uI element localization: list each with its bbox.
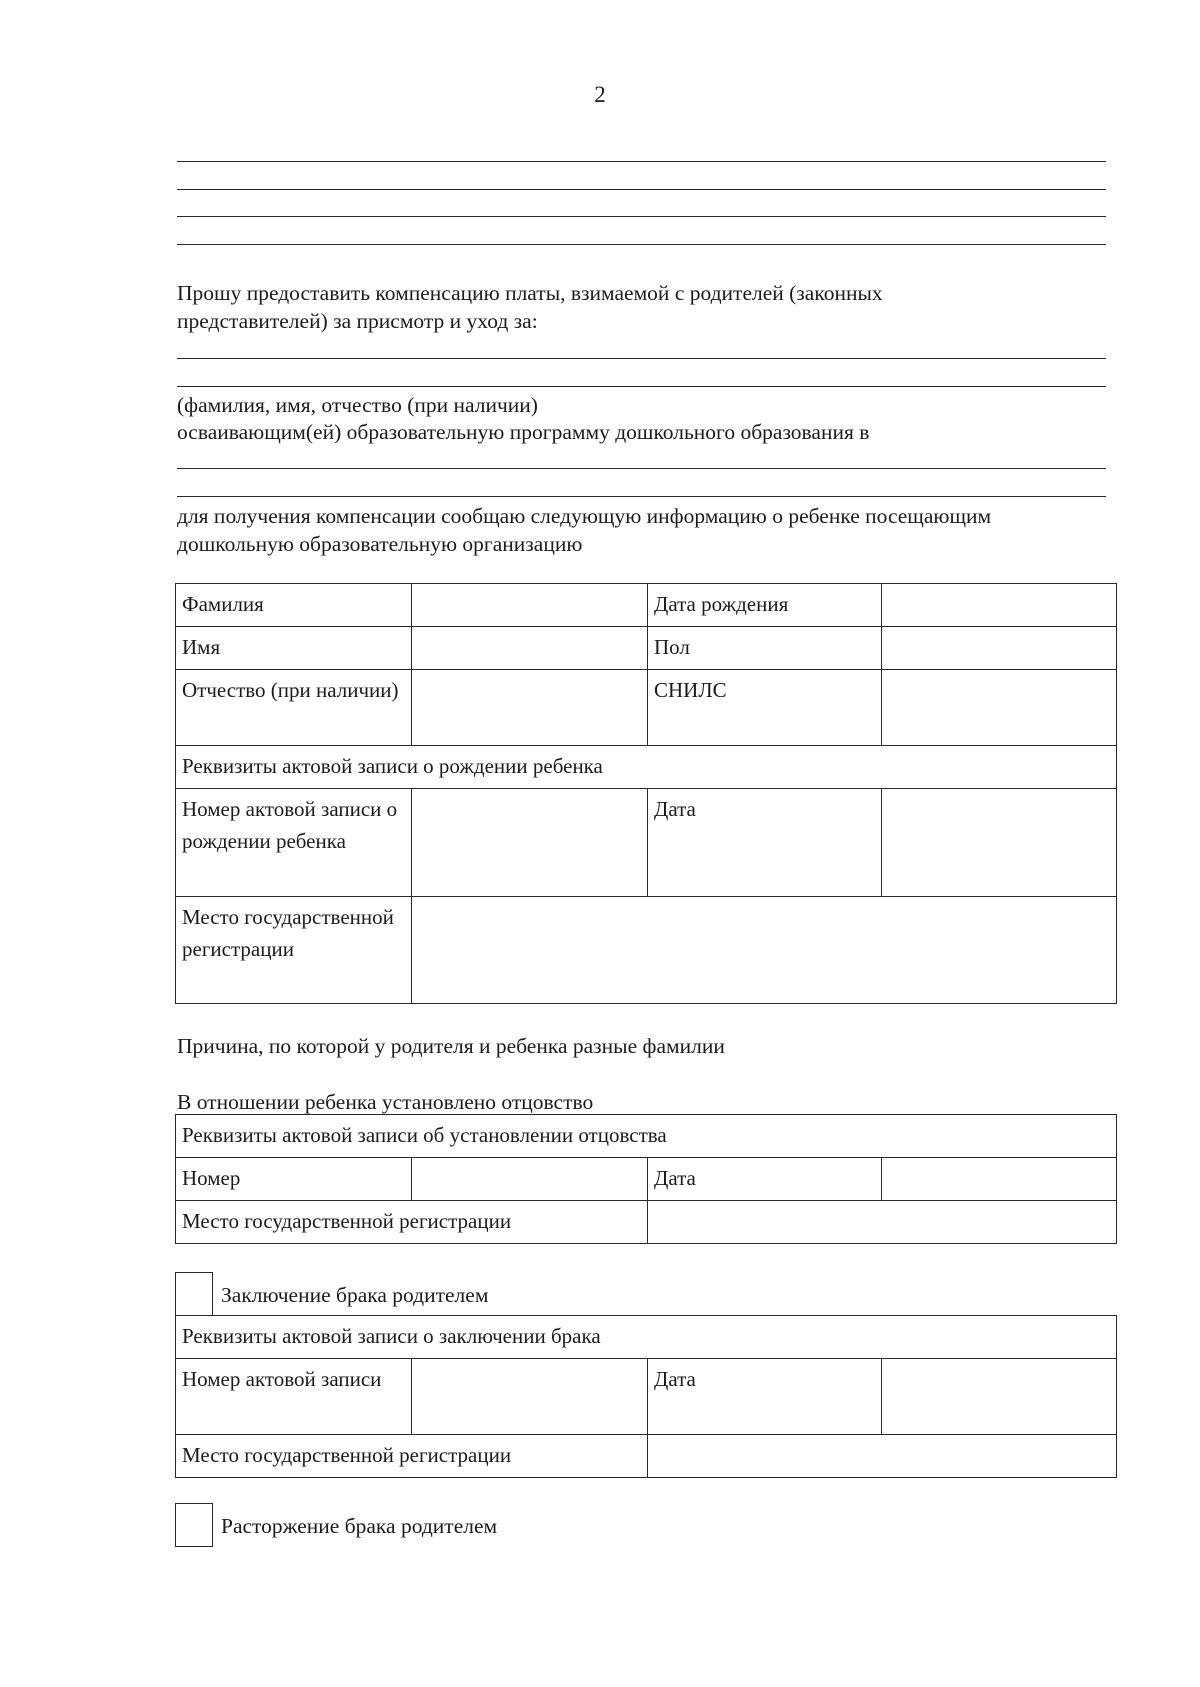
registration-place-value[interactable]: [412, 897, 1117, 1004]
blank-line[interactable]: [177, 244, 1106, 245]
surname-label: Фамилия: [176, 584, 412, 627]
snils-value[interactable]: [882, 670, 1117, 746]
page-number: 2: [594, 82, 606, 107]
child-name-line[interactable]: [177, 358, 1106, 359]
paternity-place-label: Место государственной регистрации: [176, 1201, 648, 1244]
registration-place-label: Место государственной регистрации: [176, 897, 412, 1004]
birth-record-number-label: Номер актовой записи о рождении ребенка: [176, 789, 412, 897]
sex-label: Пол: [648, 627, 882, 670]
child-info-table: [175, 583, 1117, 1004]
divorce-checkbox-label: Расторжение брака родителем: [221, 1514, 498, 1538]
marriage-checkbox[interactable]: [175, 1272, 213, 1316]
marriage-number-value[interactable]: [412, 1359, 648, 1435]
info-intro-line2: дошкольную образовательную организацию: [177, 532, 583, 556]
paternity-date-label: Дата: [648, 1158, 882, 1201]
request-text-line2: представителей) за присмотр и уход за:: [177, 309, 538, 333]
child-name-line[interactable]: [177, 386, 1106, 387]
surname-value[interactable]: [412, 584, 648, 627]
marriage-place-label: Место государственной регистрации: [176, 1435, 648, 1478]
patronymic-label: Отчество (при наличии): [176, 670, 412, 746]
name-label: Имя: [176, 627, 412, 670]
blank-line[interactable]: [177, 189, 1106, 190]
marriage-place-value[interactable]: [648, 1435, 1117, 1478]
paternity-place-value[interactable]: [648, 1201, 1117, 1244]
birth-record-header: Реквизиты актовой записи о рождении ребенка: [176, 746, 1117, 789]
info-intro-line1: для получения компенсации сообщаю следующую информацию о ребенке посещающим: [177, 504, 992, 528]
birth-date-value[interactable]: [882, 584, 1117, 627]
marriage-date-value[interactable]: [882, 1359, 1117, 1435]
divorce-checkbox[interactable]: [175, 1503, 213, 1547]
program-text: осваивающим(ей) образовательную программу дошкольного образования в: [177, 420, 870, 444]
blank-line[interactable]: [177, 161, 1106, 162]
request-text-line1: Прошу предоставить компенсацию платы, взимаемой с родителей (законных: [177, 281, 883, 305]
birth-record-date-label: Дата: [648, 789, 882, 897]
organization-line[interactable]: [177, 496, 1106, 497]
paternity-number-value[interactable]: [412, 1158, 648, 1201]
marriage-number-label: Номер актовой записи: [176, 1359, 412, 1435]
marriage-checkbox-label: Заключение брака родителем: [221, 1283, 489, 1307]
name-value[interactable]: [412, 627, 648, 670]
birth-date-label: Дата рождения: [648, 584, 882, 627]
marriage-date-label: Дата: [648, 1359, 882, 1435]
birth-record-date-value[interactable]: [882, 789, 1117, 897]
paternity-intro: В отношении ребенка установлено отцовство: [177, 1090, 594, 1114]
blank-line[interactable]: [177, 216, 1106, 217]
organization-line[interactable]: [177, 468, 1106, 469]
patronymic-value[interactable]: [412, 670, 648, 746]
child-name-caption: (фамилия, имя, отчество (при наличии): [177, 393, 538, 417]
paternity-table: [175, 1114, 1117, 1244]
paternity-date-value[interactable]: [882, 1158, 1117, 1201]
marriage-table: [175, 1315, 1117, 1478]
paternity-header: Реквизиты актовой записи об установлении отцовства: [176, 1115, 1117, 1158]
birth-record-number-value[interactable]: [412, 789, 648, 897]
snils-label: СНИЛС: [648, 670, 882, 746]
surname-reason: Причина, по которой у родителя и ребенка разные фамилии: [177, 1034, 725, 1058]
paternity-number-label: Номер: [176, 1158, 412, 1201]
sex-value[interactable]: [882, 627, 1117, 670]
marriage-header: Реквизиты актовой записи о заключении брака: [176, 1316, 1117, 1359]
